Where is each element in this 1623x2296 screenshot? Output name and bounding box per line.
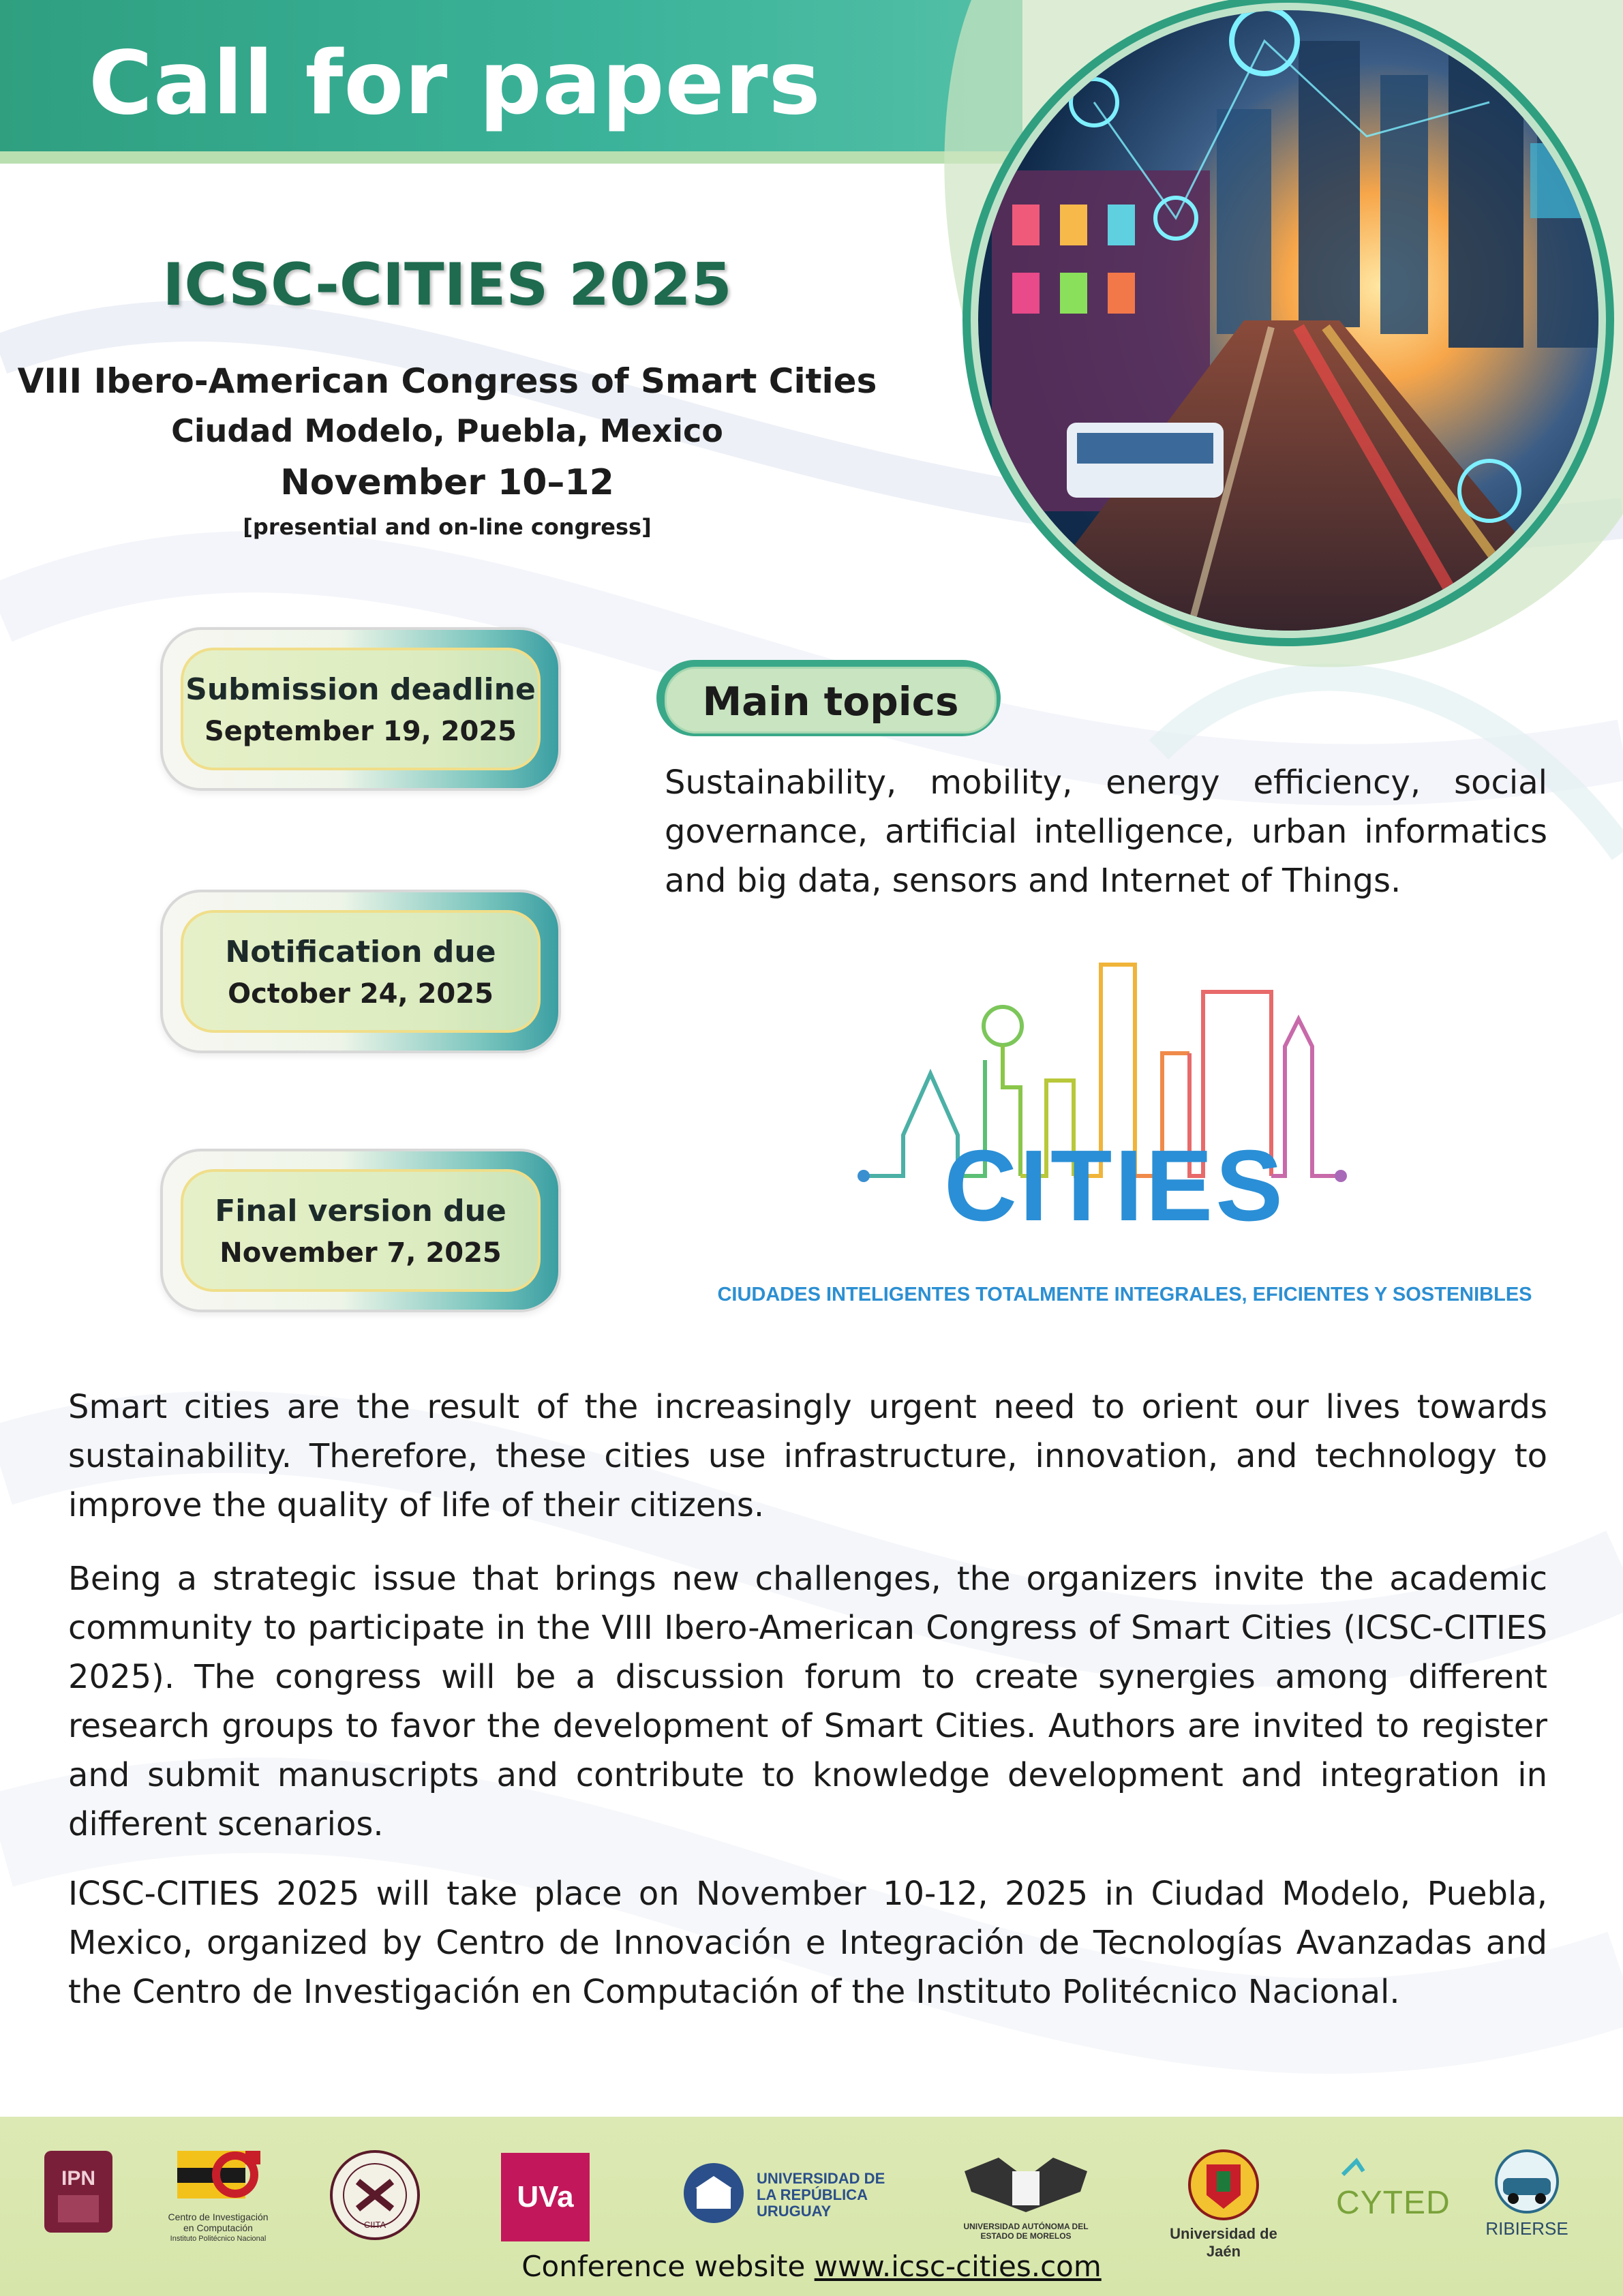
conference-website — [0, 2250, 1623, 2283]
deadline-label: Notification due — [225, 935, 496, 969]
ribierse-car-icon — [1466, 2147, 1588, 2216]
main-topics-label: Main topics — [702, 678, 959, 725]
body-paragraph-3: ICSC-CITIES 2025 will take place on November 10-12, 2025 in Ciudad Modelo, Puebla, Mexico, organized by Centro de Innovación e Integración de Tecnologías Avanzadas and the Centro de Investigación en Computación of the Instituto Politécnico Nacional. — [68, 1875, 1547, 2011]
ipn-logo — [41, 2147, 116, 2236]
cyted-mark-icon — [1336, 2154, 1438, 2181]
cyted-logo — [1336, 2154, 1451, 2243]
deadline-card-submission — [160, 627, 561, 791]
ipn-logo-text: IPN — [61, 2167, 96, 2190]
ciita-logo — [327, 2147, 423, 2250]
hero-city-image — [890, 0, 1623, 689]
deadline-date: October 24, 2025 — [228, 978, 494, 1010]
deadline-date: September 19, 2025 — [204, 716, 517, 747]
ujaen-logo-text: Universidad de Jaén — [1170, 2225, 1277, 2260]
uaem-crest-icon — [951, 2151, 1101, 2219]
cic-logo-line-3: Instituto Politécnico Nacional — [170, 2235, 267, 2243]
ciita-seal-icon — [327, 2147, 423, 2243]
cyted-logo-text: CYTED — [1336, 2185, 1451, 2221]
ujaen-shield-icon — [1152, 2147, 1295, 2222]
conference-mode: [presential and on-line congress] — [243, 514, 652, 540]
deadline-label: Submission deadline — [185, 672, 536, 707]
conference-subtitle: VIII Ibero-American Congress of Smart Cities — [17, 361, 877, 401]
body-paragraph-1: Smart cities are the result of the increasingly urgent need to orient our lives towards sustainability. Therefore, these cities use infrastructure, innovation, and technology to improve the quality of life of their citizens. — [68, 1388, 1547, 1524]
cities-logo-word: CITIES — [944, 1130, 1286, 1242]
ciita-logo-text: CIITA — [363, 2220, 386, 2230]
deadline-card-notification — [160, 890, 561, 1053]
ujaen-logo — [1152, 2147, 1295, 2260]
uaem-logo-text: UNIVERSIDAD AUTÓNOMA DEL ESTADO DE MORELOS — [963, 2222, 1089, 2241]
udelar-logo — [682, 2161, 893, 2229]
cic-logo-line-2: en Computación — [183, 2222, 253, 2233]
website-link[interactable]: www.icsc-cities.com — [814, 2250, 1102, 2283]
cic-logo — [157, 2147, 279, 2250]
main-topics-text: Sustainability, mobility, energy efficiency, social governance, artificial intelligence, urban informatics and big data, sensors and Internet of Things. — [665, 764, 1547, 900]
deadline-label: Final version due — [215, 1194, 506, 1228]
conference-location: Ciudad Modelo, Puebla, Mexico — [171, 412, 723, 449]
page-title: Call for papers — [89, 33, 821, 134]
udelar-logo-text: UNIVERSIDAD DE LA REPÚBLICA URUGUAY — [757, 2170, 885, 2220]
website-prefix: Conference website — [521, 2250, 815, 2283]
ribierse-logo-text: RIBIERSE — [1485, 2218, 1568, 2239]
uaem-logo — [951, 2151, 1101, 2246]
cic-emblem-icon — [157, 2147, 279, 2209]
conference-name: ICSC-CITIES 2025 — [162, 251, 732, 319]
uva-logo — [501, 2153, 590, 2241]
cic-logo-line-1: Centro de Investigación — [168, 2211, 269, 2222]
deadline-date: November 7, 2025 — [219, 1237, 502, 1269]
uva-logo-text: UVa — [517, 2180, 574, 2214]
conference-dates: November 10–12 — [280, 462, 614, 503]
ribierse-logo — [1466, 2147, 1588, 2243]
body-paragraph-2: Being a strategic issue that brings new challenges, the organizers invite the academic community to participate in the VIII Ibero-American Congress of Smart Cities (ICSC-CITIES 2025). The congress will be a discussion forum to create synergies among different research groups to favor the development of Smart Cities. Authors are invited to register and submit manuscripts and contribute to knowledge development and integration in different scenarios. — [68, 1560, 1547, 1843]
udelar-building-icon — [682, 2161, 746, 2226]
ipn-emblem-icon — [41, 2147, 116, 2236]
cities-logo-tagline: CIUDADES INTELIGENTES TOTALMENTE INTEGRALES, EFICIENTES Y SOSTENIBLES — [717, 1284, 1532, 1305]
deadline-card-final-version — [160, 1149, 561, 1312]
